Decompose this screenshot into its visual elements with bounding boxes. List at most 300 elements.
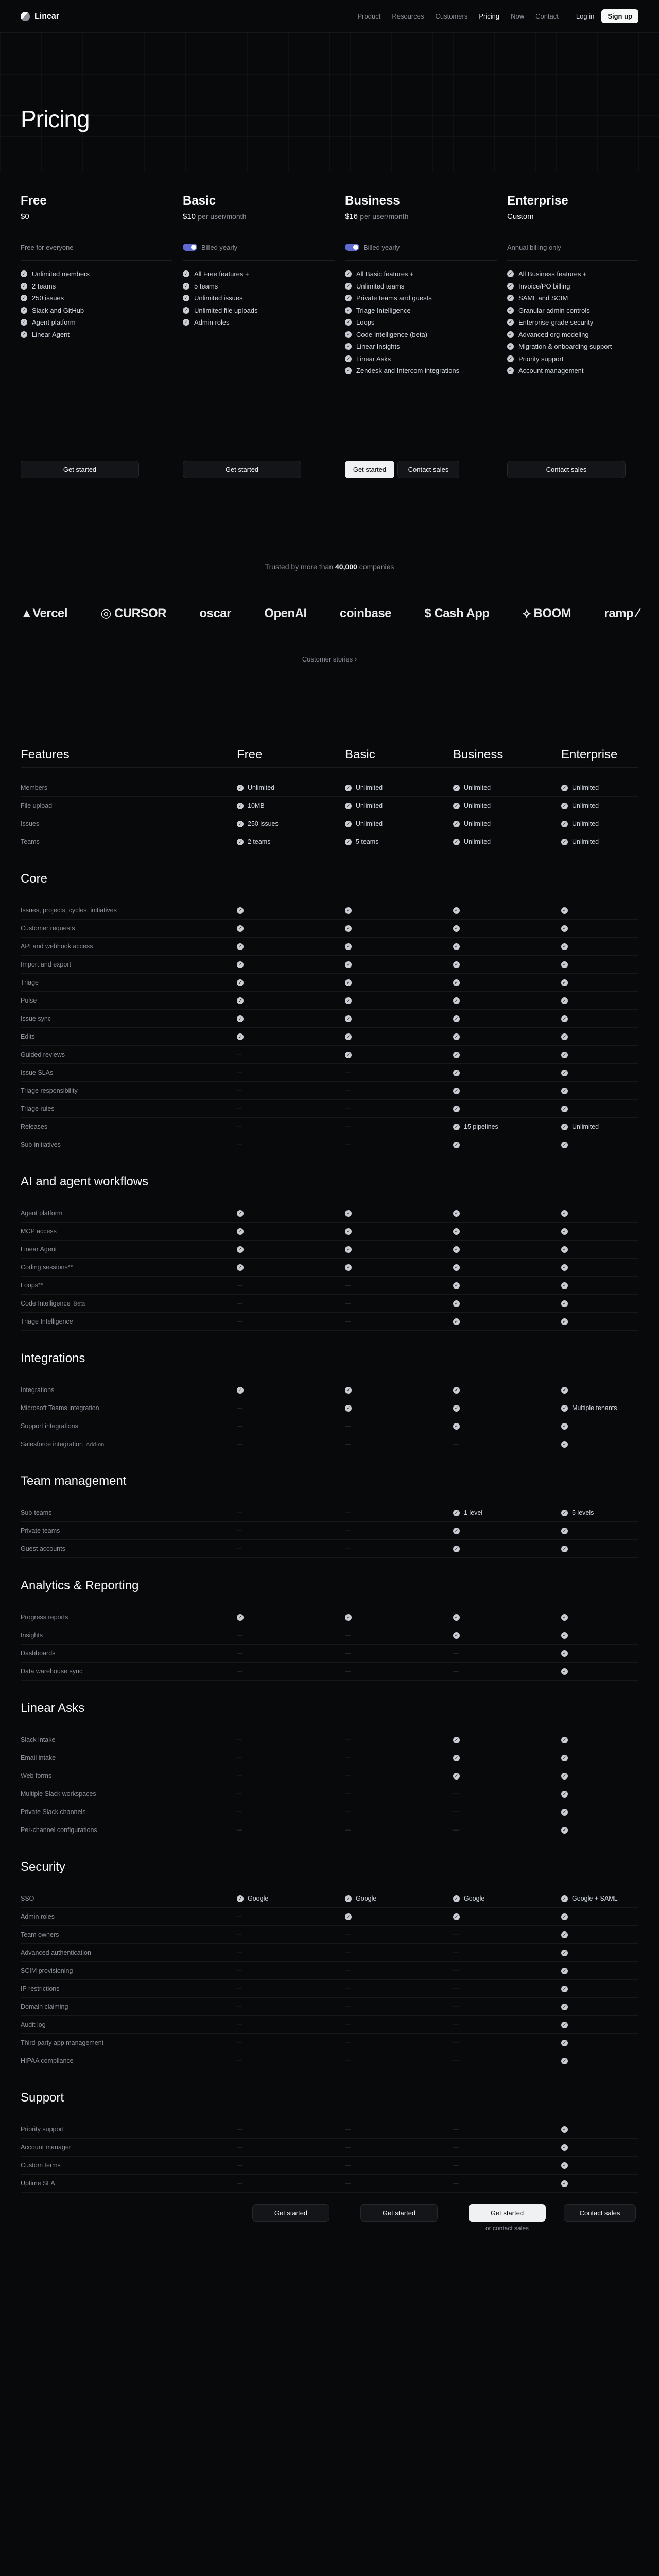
signup-button[interactable]: Sign up	[601, 9, 638, 23]
feature-name	[21, 1931, 237, 1938]
comparison-header-basic: Basic	[345, 747, 375, 761]
feature-name	[21, 1282, 237, 1289]
comparison-cell	[561, 1968, 638, 1974]
comparison-cell-value: Multiple tenants	[572, 1404, 617, 1412]
comparison-cell	[561, 1913, 638, 1920]
plan-feature-label: Advanced org modeling	[518, 330, 589, 338]
check-icon: ✓	[453, 1052, 460, 1058]
comparison-cell	[561, 997, 638, 1004]
brand-logo[interactable]	[21, 12, 59, 21]
check-icon: ✓	[453, 1737, 460, 1743]
check-icon: ✓	[345, 925, 352, 932]
not-included-icon: —	[345, 1737, 351, 1743]
comparison-cell	[345, 1264, 453, 1271]
comparison-cell	[345, 1423, 453, 1429]
not-included-icon: —	[453, 2004, 459, 2010]
comparison-cell	[345, 1827, 453, 1833]
comparison-cell	[345, 943, 453, 950]
comparison-cell	[345, 838, 453, 845]
comparison-cell-value: Unlimited	[464, 802, 491, 809]
comparison-cell	[453, 1015, 561, 1022]
feature-name	[21, 784, 237, 791]
comparison-cell	[561, 1950, 638, 1956]
comparison-cell	[237, 838, 345, 845]
plan-feature	[345, 280, 497, 293]
check-icon: ✓	[345, 1895, 352, 1902]
not-included-icon: —	[237, 1737, 242, 1743]
comparison-header-row	[21, 742, 638, 768]
comparison-cell	[237, 1968, 345, 1974]
comparison-cell	[453, 1528, 561, 1534]
table-get-started-button[interactable]: Get started	[469, 2204, 546, 2222]
comparison-cell	[561, 1509, 638, 1516]
not-included-icon: —	[345, 1142, 351, 1148]
feature-name	[21, 802, 237, 809]
comparison-cell	[237, 1088, 345, 1094]
check-icon: ✓	[345, 803, 352, 809]
comparison-cell	[561, 2180, 638, 2187]
check-icon: ✓	[561, 2126, 568, 2133]
feature-name-label: Issue SLAs	[21, 1069, 54, 1076]
comparison-cell	[453, 1650, 561, 1656]
comparison-cell	[561, 1528, 638, 1534]
plan-feature	[507, 268, 638, 280]
feature-name	[21, 2162, 237, 2169]
comparison-cell-value: Unlimited	[572, 784, 599, 791]
comparison-cell	[237, 1510, 345, 1516]
plan-feature	[507, 341, 638, 353]
feature-name	[21, 1772, 237, 1780]
plan-feature-label: Unlimited issues	[194, 294, 243, 302]
plan-feature	[507, 329, 638, 341]
check-icon: ✓	[561, 1773, 568, 1780]
plan-feature	[183, 280, 335, 293]
check-icon: ✓	[237, 997, 244, 1004]
comparison-cell-value: Google	[356, 1895, 377, 1902]
plan-name: Basic	[183, 194, 216, 208]
plan-feature	[21, 329, 172, 341]
check-icon: ✓	[453, 997, 460, 1004]
not-included-icon: —	[237, 2058, 242, 2064]
comparison-cell-value: Unlimited	[572, 820, 599, 827]
plan-get-started-button[interactable]: Get started	[21, 461, 139, 478]
comparison-cell	[345, 2040, 453, 2046]
feature-name	[21, 1509, 237, 1516]
comparison-cell	[561, 2058, 638, 2064]
comparison-cell	[237, 2126, 345, 2132]
comparison-cell	[561, 2126, 638, 2133]
comparison-cell	[561, 1441, 638, 1448]
comparison-footer-cell	[237, 2204, 345, 2232]
feature-name-label: Triage	[21, 979, 39, 986]
comparison-cell	[453, 1142, 561, 1148]
feature-name-label: Third-party app management	[21, 2039, 104, 2046]
plan-feature-label: 2 teams	[32, 282, 56, 290]
feature-name-label: Advanced authentication	[21, 1949, 91, 1956]
comparison-header-features: Features	[21, 747, 70, 761]
comparison-cell	[345, 1986, 453, 1992]
customer-stories-link[interactable]: Customer stories ›	[302, 655, 357, 663]
comparison-cell	[345, 1773, 453, 1779]
comparison-cell-value: Unlimited	[464, 838, 491, 845]
nav-link-customers[interactable]: Customers	[435, 12, 468, 20]
comparison-cell	[561, 1264, 638, 1271]
plan-billing-text: Billed yearly	[363, 243, 400, 251]
not-included-icon: —	[345, 1791, 351, 1797]
comparison-row	[21, 920, 638, 938]
linear-logo-icon	[21, 12, 30, 21]
plan-contact-sales-button[interactable]: Contact sales	[397, 461, 459, 478]
feature-name-label: Triage responsibility	[21, 1087, 78, 1094]
comparison-cell	[237, 2022, 345, 2028]
check-icon: ✓	[453, 1015, 460, 1022]
feature-name-label: Sub-initiatives	[21, 1141, 61, 1148]
plan-billing	[345, 243, 497, 252]
or-contact-sales-link[interactable]: or contact sales	[485, 2225, 529, 2232]
comparison-cell	[453, 979, 561, 986]
comparison-row	[21, 1277, 638, 1295]
plan-feature-label: Slack and GitHub	[32, 306, 84, 314]
check-icon: ✓	[561, 2058, 568, 2064]
check-icon: ✓	[561, 1791, 568, 1798]
comparison-section-integrations	[21, 1351, 638, 1453]
customer-logo-coinbase: coinbase	[340, 606, 392, 620]
plan-get-started-button[interactable]: Get started	[183, 461, 301, 478]
check-icon: ✓	[453, 785, 460, 791]
not-included-icon: —	[237, 1124, 242, 1130]
comparison-row	[21, 2157, 638, 2175]
nav-link-product[interactable]: Product	[357, 12, 381, 20]
comparison-row	[21, 1944, 638, 1962]
nav-link-contact[interactable]: Contact	[535, 12, 559, 20]
comparison-row	[21, 1082, 638, 1100]
feature-name-label: Issues, projects, cycles, initiatives	[21, 907, 117, 914]
check-icon: ✓	[237, 1895, 244, 1902]
check-icon: ✓	[237, 1015, 244, 1022]
feature-name-label: Guest accounts	[21, 1545, 65, 1552]
check-icon: ✓	[345, 1052, 352, 1058]
check-icon: ✓	[453, 1070, 460, 1076]
not-included-icon: —	[345, 1423, 351, 1429]
not-included-icon: —	[345, 2040, 351, 2046]
check-icon: ✓	[453, 1142, 460, 1148]
check-icon: ✓	[345, 283, 352, 290]
comparison-cell-value: Unlimited	[572, 1123, 599, 1130]
comparison-cell	[237, 1228, 345, 1235]
not-included-icon: —	[453, 1931, 459, 1938]
feature-name	[21, 1123, 237, 1130]
comparison-cell	[345, 1246, 453, 1253]
comparison-row	[21, 2139, 638, 2157]
feature-name-label: Uptime SLA	[21, 2180, 55, 2187]
comparison-cell	[345, 1441, 453, 1447]
comparison-cell	[561, 1106, 638, 1112]
plan-feature-list	[507, 268, 638, 377]
comparison-cell-value: Unlimited	[248, 784, 275, 791]
check-icon: ✓	[561, 1405, 568, 1412]
check-icon: ✓	[561, 1895, 568, 1902]
comparison-cell	[345, 1510, 453, 1516]
nav-link-pricing[interactable]: Pricing	[479, 12, 500, 20]
plan-feature-label: Admin roles	[194, 318, 230, 327]
table-contact-sales-button[interactable]: Contact sales	[564, 2204, 636, 2222]
plan-feature	[507, 365, 638, 377]
comparison-cell	[237, 1650, 345, 1656]
plan-price	[21, 212, 172, 221]
plan-feature	[345, 329, 497, 341]
check-icon: ✓	[453, 1088, 460, 1094]
comparison-cell	[453, 1228, 561, 1235]
check-icon: ✓	[453, 1405, 460, 1412]
comparison-row	[21, 1890, 638, 1908]
comparison-cell	[453, 1088, 561, 1094]
check-icon: ✓	[507, 283, 514, 290]
not-included-icon: —	[453, 1986, 459, 1992]
customer-logos	[21, 606, 638, 621]
comparison-cell	[453, 1668, 561, 1674]
not-included-icon: —	[345, 2022, 351, 2028]
comparison-cell	[237, 1387, 345, 1394]
check-icon: ✓	[345, 1228, 352, 1235]
comparison-cell	[453, 2126, 561, 2132]
billing-toggle[interactable]	[345, 244, 359, 251]
comparison-cell	[237, 1318, 345, 1325]
comparison-cell	[453, 1895, 561, 1902]
plan-feature-label: Priority support	[518, 354, 564, 363]
comparison-cell	[345, 1755, 453, 1761]
comparison-cell	[561, 2004, 638, 2010]
comparison-cell	[561, 1809, 638, 1816]
comparison-cell	[345, 1614, 453, 1621]
comparison-cell-value: Google	[248, 1895, 269, 1902]
comparison-cell	[561, 784, 638, 791]
not-included-icon: —	[345, 1318, 351, 1325]
comparison-row	[21, 1821, 638, 1839]
plan-feature	[183, 316, 335, 329]
comparison-cell	[345, 1895, 453, 1902]
not-included-icon: —	[345, 1088, 351, 1094]
plan-contact-sales-button[interactable]: Contact sales	[507, 461, 626, 478]
not-included-icon: —	[453, 2126, 459, 2132]
plan-cards	[21, 195, 638, 483]
plan-feature-label: Migration & onboarding support	[518, 343, 612, 351]
feature-name	[21, 2180, 237, 2187]
check-icon: ✓	[507, 319, 514, 326]
comparison-cell	[561, 1387, 638, 1394]
comparison-cell	[237, 2144, 345, 2150]
comparison-cell	[237, 1052, 345, 1058]
comparison-cell	[237, 1614, 345, 1621]
check-icon: ✓	[345, 907, 352, 914]
plan-get-started-button[interactable]: Get started	[345, 461, 394, 478]
billing-toggle[interactable]	[183, 244, 197, 251]
check-icon: ✓	[561, 1423, 568, 1430]
comparison-cell	[237, 1737, 345, 1743]
comparison-cell	[453, 1070, 561, 1076]
table-get-started-button[interactable]: Get started	[252, 2204, 330, 2222]
comparison-cell	[345, 1650, 453, 1656]
comparison-cell	[561, 1033, 638, 1040]
comparison-cell	[345, 2180, 453, 2187]
comparison-cell	[453, 1950, 561, 1956]
not-included-icon: —	[237, 1405, 242, 1411]
comparison-cell	[237, 1773, 345, 1779]
feature-name	[21, 997, 237, 1004]
not-included-icon: —	[237, 1423, 242, 1429]
plan-feature-label: Linear Asks	[356, 354, 391, 363]
comparison-row	[21, 1767, 638, 1785]
feature-name-label: Sub-teams	[21, 1509, 52, 1516]
check-icon: ✓	[183, 283, 189, 290]
comparison-cell	[345, 2144, 453, 2150]
check-icon: ✓	[345, 1405, 352, 1412]
comparison-cell-value: Google + SAML	[572, 1895, 618, 1902]
plan-price-value: $10	[183, 212, 196, 221]
comparison-cell	[345, 1931, 453, 1938]
check-icon: ✓	[345, 961, 352, 968]
comparison-row	[21, 1136, 638, 1154]
comparison-cell	[561, 1300, 638, 1307]
plan-card-basic	[183, 195, 345, 483]
comparison-cell	[237, 1282, 345, 1289]
plan-feature-label: All Free features +	[194, 270, 249, 278]
feature-name-label: Customer requests	[21, 925, 75, 932]
feature-name-label: SSO	[21, 1895, 34, 1902]
feature-name	[21, 2144, 237, 2151]
plan-divider	[183, 260, 335, 261]
comparison-row	[21, 1749, 638, 1767]
plan-feature-label: Granular admin controls	[518, 306, 590, 314]
feature-name-label: Salesforce integration	[21, 1440, 83, 1448]
not-included-icon: —	[237, 2162, 242, 2168]
comparison-cell	[345, 1124, 453, 1130]
feature-badge: Add-on	[85, 1442, 105, 1448]
comparison-cell	[453, 997, 561, 1004]
comparison-footer-cell	[345, 2204, 453, 2232]
comparison-row	[21, 902, 638, 920]
comparison-cell	[453, 1773, 561, 1780]
not-included-icon: —	[453, 1668, 459, 1674]
feature-name-label: Web forms	[21, 1772, 52, 1780]
feature-name	[21, 1051, 237, 1058]
comparison-cell	[453, 1827, 561, 1833]
comparison-row	[21, 1223, 638, 1241]
nav-link-now[interactable]: Now	[511, 12, 525, 20]
nav-link-resources[interactable]: Resources	[392, 12, 424, 20]
check-icon: ✓	[345, 1614, 352, 1621]
comparison-row	[21, 1064, 638, 1082]
not-included-icon: —	[237, 1300, 242, 1307]
comparison-cell	[453, 1405, 561, 1412]
plan-feature-label: Linear Agent	[32, 330, 70, 338]
comparison-cell	[453, 1210, 561, 1217]
plan-divider	[345, 260, 497, 261]
comparison-cell	[453, 838, 561, 845]
feature-name-label: Edits	[21, 1033, 35, 1040]
comparison-cell	[561, 925, 638, 932]
feature-name-label: Progress reports	[21, 1614, 68, 1621]
table-get-started-button[interactable]: Get started	[360, 2204, 438, 2222]
comparison-cell	[453, 961, 561, 968]
not-included-icon: —	[345, 1668, 351, 1674]
check-icon: ✓	[237, 1210, 244, 1217]
comparison-cell	[561, 1546, 638, 1552]
check-icon: ✓	[21, 283, 27, 290]
comparison-row	[21, 1241, 638, 1259]
feature-name	[21, 820, 237, 827]
comparison-row	[21, 974, 638, 992]
comparison-cell	[237, 1809, 345, 1815]
check-icon: ✓	[561, 1632, 568, 1639]
feature-name-label: Slack intake	[21, 1736, 56, 1743]
comparison-cell	[345, 1913, 453, 1920]
feature-name-label: Agent platform	[21, 1210, 63, 1217]
comparison-cell	[453, 802, 561, 809]
not-included-icon: —	[345, 1950, 351, 1956]
comparison-cell	[237, 1106, 345, 1112]
hero	[0, 33, 659, 172]
plan-feature	[345, 316, 497, 329]
feature-name	[21, 1826, 237, 1834]
comparison-cell	[345, 979, 453, 986]
check-icon: ✓	[561, 1015, 568, 1022]
plan-price	[345, 212, 497, 221]
comparison-cell	[561, 2162, 638, 2169]
plan-feature-label: Invoice/PO billing	[518, 282, 570, 290]
check-icon: ✓	[507, 367, 514, 374]
brand-name: Linear	[34, 11, 60, 21]
comparison-cell	[453, 1423, 561, 1430]
check-icon: ✓	[561, 1737, 568, 1743]
comparison-cell	[237, 907, 345, 914]
plan-buttons	[345, 461, 459, 478]
not-included-icon: —	[453, 1650, 459, 1656]
comparison-cell	[453, 1509, 561, 1516]
check-icon: ✓	[21, 295, 27, 301]
plan-feature	[507, 304, 638, 317]
feature-name-label: Team owners	[21, 1931, 59, 1938]
check-icon: ✓	[345, 785, 352, 791]
feature-name-label: Guided reviews	[21, 1051, 65, 1058]
comparison-cell	[345, 1632, 453, 1638]
check-icon: ✓	[561, 1300, 568, 1307]
comparison-cell	[237, 1246, 345, 1253]
comparison-cell	[237, 1755, 345, 1761]
check-icon: ✓	[561, 1809, 568, 1816]
comparison-cell	[453, 1913, 561, 1920]
check-icon: ✓	[453, 1282, 460, 1289]
comparison-row	[21, 1118, 638, 1136]
not-included-icon: —	[237, 1528, 242, 1534]
comparison-cell	[345, 1228, 453, 1235]
feature-name	[21, 1386, 237, 1394]
comparison-row	[21, 938, 638, 956]
plan-billing-text: Annual billing only	[507, 243, 561, 251]
comparison-cell	[345, 1318, 453, 1325]
plan-feature-label: Account management	[518, 367, 584, 375]
plan-feature	[21, 304, 172, 317]
feature-name	[21, 961, 237, 968]
not-included-icon: —	[345, 2162, 351, 2168]
check-icon: ✓	[561, 1441, 568, 1448]
feature-name	[21, 838, 237, 845]
feature-name-label: Insights	[21, 1632, 43, 1639]
not-included-icon: —	[237, 1282, 242, 1289]
check-icon: ✓	[183, 319, 189, 326]
not-included-icon: —	[345, 1510, 351, 1516]
login-button[interactable]: Log in	[576, 12, 595, 20]
comparison-cell-value: 5 levels	[572, 1509, 594, 1516]
